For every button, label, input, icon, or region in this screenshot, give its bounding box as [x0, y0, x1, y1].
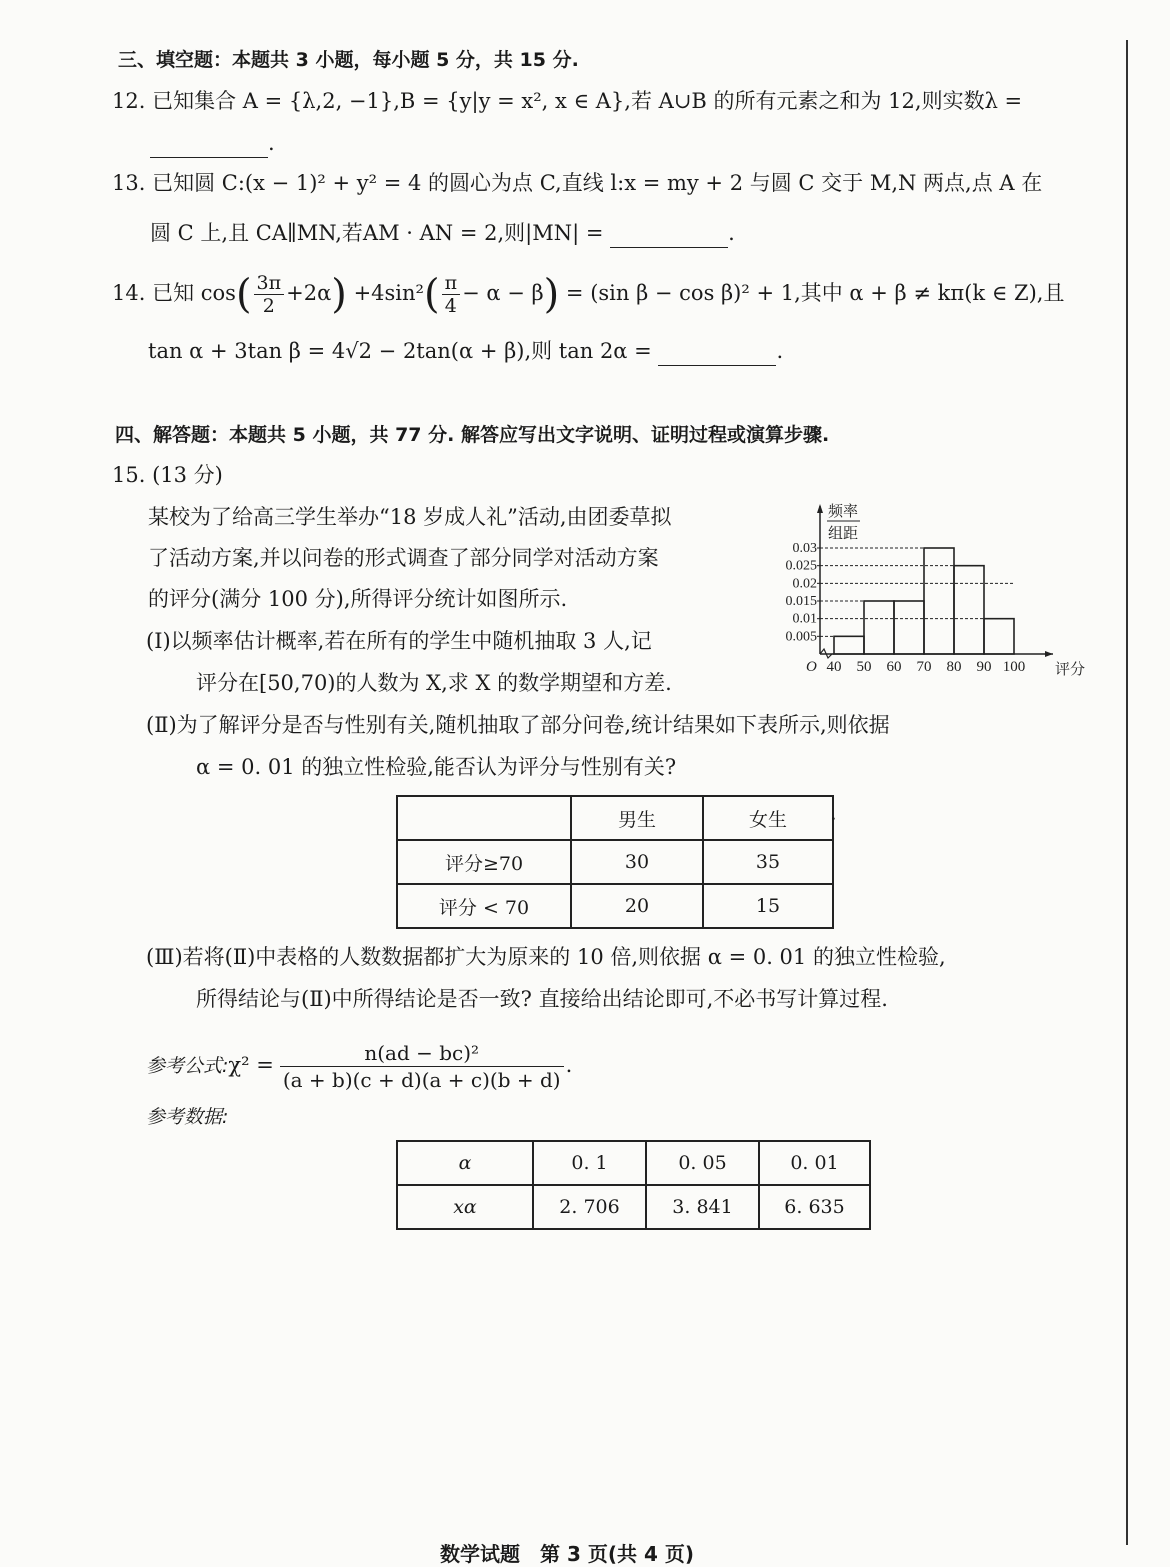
- question-14-term: +4sin²: [353, 281, 424, 305]
- table-cell: 35: [703, 840, 833, 884]
- formula-lhs: χ² =: [228, 1053, 274, 1077]
- section4-heading: 四、解答题：本题共 5 小题，共 77 分. 解答应写出文字说明、证明过程或演算步骤.: [115, 424, 830, 446]
- reference-formula: 参考公式:χ² = $\frac{\text{n(ad − bc)²}}{(a + b)(c + d)(a + c)(b + d)}$ .: [146, 1041, 573, 1092]
- table-cell: 评分 < 70: [397, 884, 571, 928]
- table-cell: 30: [571, 840, 703, 884]
- table-header-row: [397, 796, 833, 840]
- y-tick-label: 0.03: [792, 541, 817, 556]
- histogram-bar: [864, 601, 894, 654]
- x-tick-label: 90: [976, 659, 992, 675]
- table-cell: 3. 841: [646, 1185, 759, 1229]
- y-axis-label-top: 频率: [828, 504, 859, 520]
- formula-denominator: (a + b)(c + d)(a + c)(b + d): [282, 1068, 561, 1092]
- question-15-part2-1: (Ⅱ)为了解评分是否与性别有关,随机抽取了部分问卷,统计结果如下表所示,则依据: [146, 713, 890, 737]
- answer-blank-13[interactable]: [610, 225, 728, 248]
- histogram-bar: [834, 636, 864, 654]
- stray-dot: ·: [830, 807, 837, 831]
- paren-close: ): [331, 271, 347, 318]
- fraction-pi-over-4: [442, 272, 461, 317]
- formula-fraction: [280, 1040, 564, 1093]
- x-tick-label: 100: [1002, 659, 1026, 675]
- x-tick-label: 60: [886, 659, 902, 675]
- origin-label: O: [806, 659, 817, 675]
- x-tick-label: 40: [826, 659, 842, 675]
- formula-label: 参考公式:: [146, 1055, 229, 1077]
- question-15-intro-1: 某校为了给高三学生举办“18 岁成人礼”活动,由团委草拟: [148, 505, 672, 529]
- histogram-bar: [984, 619, 1014, 654]
- fraction-denominator: 2: [262, 295, 275, 317]
- question-12: [112, 86, 1022, 116]
- gender-table: [396, 795, 834, 929]
- x-axis-arrow-icon: [1045, 651, 1053, 657]
- question-15-intro-3: 的评分(满分 100 分),所得评分统计如图所示.: [148, 587, 568, 611]
- question-15-part2-2: α = 0. 01 的独立性检验,能否认为评分与性别有关?: [196, 755, 677, 779]
- question-12-text: 12. 已知集合 A = {λ,2, −1},B = {y|y = x², x ∈ A},若 A∪B 的所有元素之和为 12,则实数λ =: [112, 89, 1023, 113]
- y-axis-arrow-icon: [817, 504, 823, 513]
- question-14-suffix: = (sin β − cos β)² + 1,其中 α + β ≠ kπ(k ∈ Z),且: [565, 281, 1065, 305]
- table-cell: 0. 1: [533, 1141, 646, 1185]
- fraction-denominator: 4: [444, 295, 457, 317]
- y-tick-label: 0.01: [792, 611, 817, 627]
- question-13-line2-text: 圆 C 上,且 CA∥MN,若AM · AN = 2,则|MN| =: [150, 221, 604, 245]
- x-axis-label: 评分: [1055, 662, 1086, 678]
- x-tick-label: 80: [946, 659, 962, 675]
- table-row: [397, 840, 833, 884]
- question-12-answer: .: [150, 128, 275, 158]
- question-15-header: 15. (13 分): [112, 463, 223, 487]
- fraction-3pi-over-2: [254, 272, 285, 317]
- page-footer: 数学试题 第 3 页(共 4 页): [440, 1542, 694, 1566]
- table-row: [397, 884, 833, 928]
- x-tick-label: 50: [856, 659, 872, 675]
- question-13-line2: 圆 C 上,且 CA∥MN,若AM · AN = 2,则|MN| = .: [150, 218, 735, 248]
- histogram-chart: [768, 496, 1088, 681]
- histogram-bar: [924, 548, 954, 654]
- table-cell: α: [397, 1141, 533, 1185]
- question-15-part3-2: 所得结论与(Ⅱ)中所得结论是否一致? 直接给出结论即可,不必书写计算过程.: [196, 987, 888, 1011]
- question-14-term: +2α: [286, 281, 332, 305]
- fraction-numerator: π: [442, 272, 461, 295]
- table-cell: 0. 01: [759, 1141, 870, 1185]
- paren-open: (: [235, 271, 252, 318]
- question-14-line2-text: tan α + 3tan β = 4√2 − 2tan(α + β),则 tan 2α =: [148, 339, 652, 363]
- table-cell: 6. 635: [759, 1185, 870, 1229]
- question-15-part1-2: 评分在[50,70)的人数为 X,求 X 的数学期望和方差.: [196, 671, 672, 695]
- table-cell: 15: [703, 884, 833, 928]
- x-tick-label: 70: [916, 659, 932, 675]
- question-14-line2: tan α + 3tan β = 4√2 − 2tan(α + β),则 tan 2α = .: [148, 336, 783, 366]
- y-axis-label-bottom: 组距: [828, 526, 859, 542]
- y-tick-label: 0.025: [785, 558, 817, 574]
- answer-blank-12[interactable]: [150, 135, 268, 158]
- question-14-line1: [112, 272, 1064, 317]
- y-tick-label: 0.005: [785, 629, 817, 645]
- fraction-numerator: 3π: [254, 272, 285, 295]
- table-cell: 女生: [703, 796, 833, 840]
- paren-close: ): [543, 271, 560, 318]
- table-cell: [397, 796, 571, 840]
- reference-table: [396, 1140, 871, 1230]
- table-cell: 20: [571, 884, 703, 928]
- table-cell: 男生: [571, 796, 703, 840]
- table-row: [397, 1141, 870, 1185]
- question-14-prefix: 14. 已知 cos: [112, 281, 236, 305]
- answer-blank-14[interactable]: [658, 343, 776, 366]
- y-tick-label: 0.02: [792, 576, 817, 592]
- formula-numerator: n(ad − bc)²: [280, 1040, 564, 1067]
- question-14-term: − α − β: [462, 281, 544, 305]
- table-cell: xα: [397, 1185, 533, 1229]
- paren-open: (: [423, 271, 440, 318]
- y-tick-label: 0.015: [785, 594, 817, 609]
- section3-heading: 三、填空题：本题共 3 小题，每小题 5 分，共 15 分.: [118, 49, 579, 71]
- histogram-bar: [954, 566, 984, 654]
- table-cell: 0. 05: [646, 1141, 759, 1185]
- table-cell: 2. 706: [533, 1185, 646, 1229]
- margin-rule: [1126, 40, 1128, 1545]
- table-cell: 评分≥70: [397, 840, 571, 884]
- question-15-intro-2: 了活动方案,并以问卷的形式调查了部分同学对活动方案: [148, 546, 659, 570]
- table-row: [397, 1185, 870, 1229]
- question-15-part3-1: (Ⅲ)若将(Ⅱ)中表格的人数数据都扩大为原来的 10 倍,则依据 α = 0. 01 的独立性检验,: [146, 945, 946, 969]
- reference-data-label: 参考数据:: [146, 1106, 229, 1128]
- histogram-bar: [894, 601, 924, 654]
- question-15-part1-1: (Ⅰ)以频率估计概率,若在所有的学生中随机抽取 3 人,记: [146, 629, 652, 653]
- question-13-line1: 13. 已知圆 C:(x − 1)² + y² = 4 的圆心为点 C,直线 l:x = my + 2 与圆 C 交于 M,N 两点,点 A 在: [112, 171, 1043, 195]
